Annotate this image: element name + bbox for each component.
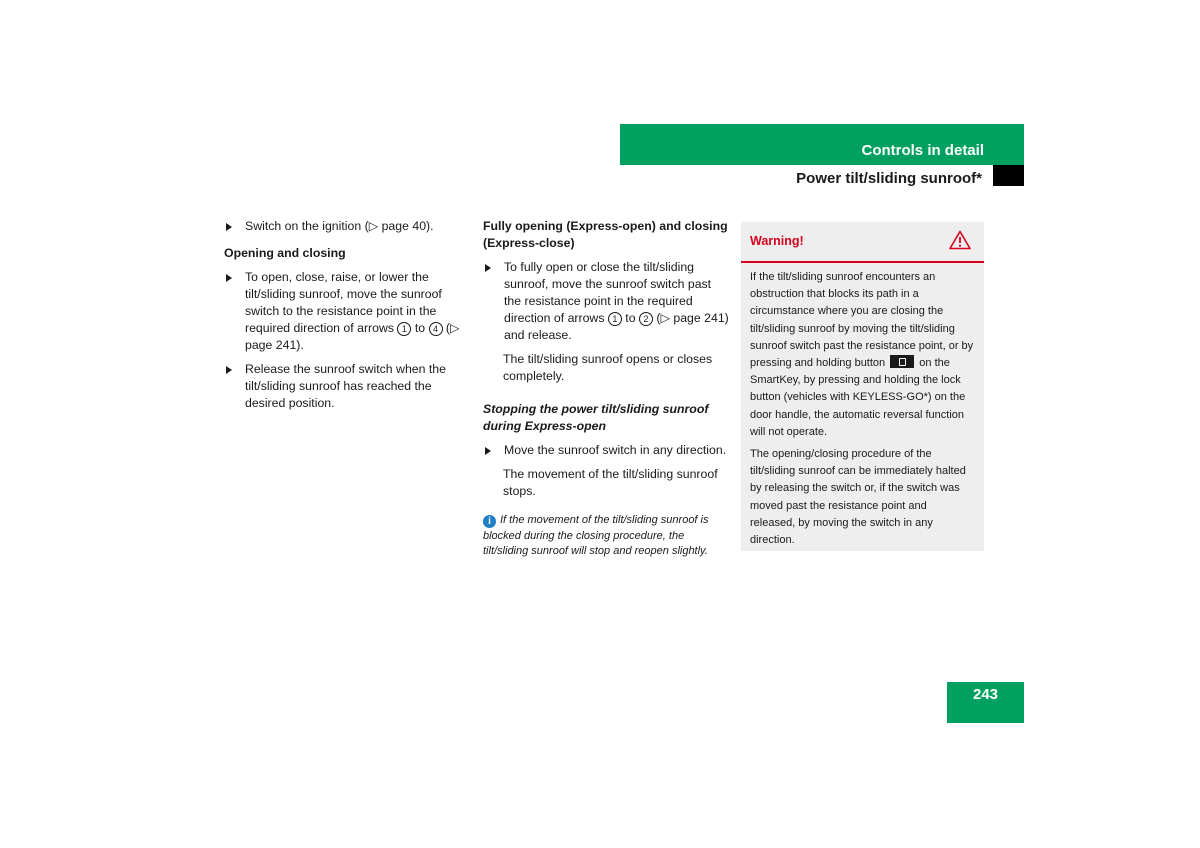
warning-box <box>741 222 984 551</box>
warning-paragraph <box>750 269 975 441</box>
warning-triangle-icon <box>949 230 971 250</box>
warning-header <box>741 222 984 263</box>
step-text: to <box>411 321 429 335</box>
step-text: Switch on the ignition (▷ page 40). <box>245 219 434 233</box>
page-reference: (▷ page 241) and release. <box>504 311 729 342</box>
warning-text: If the tilt/sliding sunroof encounters an obstruction that blocks its path in a circumstance where you are closing the tilt/sliding sunroof by moving the tilt/sliding sunroof switch past the resistance point, or by pressing and holding button <box>750 271 974 370</box>
instruction-step <box>224 269 470 354</box>
column-left <box>224 218 470 419</box>
step-text: Release the sunroof switch when the tilt/sliding sunroof has reached the desired position. <box>245 362 446 410</box>
arrow-number-badge: 1 <box>397 322 411 336</box>
warning-label: Warning! <box>750 234 804 248</box>
instruction-step <box>224 218 470 235</box>
bullet-arrow-icon <box>226 223 232 231</box>
arrow-number-badge: 2 <box>639 312 653 326</box>
bullet-arrow-icon <box>226 274 232 282</box>
bullet-arrow-icon <box>485 447 491 455</box>
bullet-arrow-icon <box>226 366 232 374</box>
step-text: to <box>621 311 639 325</box>
smartkey-unlock-button-icon <box>890 355 914 368</box>
subsection-title: Power tilt/sliding sunroof* <box>796 170 982 187</box>
page-number-box <box>947 682 1024 723</box>
section-heading: Fully opening (Express-open) and closing (Express-close) <box>483 219 728 250</box>
step-text: Move the sunroof switch in any direction. <box>504 443 727 457</box>
column-middle <box>483 218 729 560</box>
warning-text: on the SmartKey, by pressing and holding the lock button (vehicles with KEYLESS-GO*) on the door handle, the automatic reversal function will not operate. <box>750 357 966 438</box>
section-heading: Stopping the power tilt/sliding sunroof during Express-open <box>483 402 709 433</box>
arrow-number-badge: 4 <box>429 322 443 336</box>
section-heading: Opening and closing <box>224 246 346 260</box>
page-reference: (▷ page 241). <box>245 321 460 352</box>
instruction-step <box>224 361 470 412</box>
page-number: 243 <box>972 686 999 703</box>
result-text: The movement of the tilt/sliding sunroof stops. <box>503 467 718 498</box>
info-icon: i <box>483 515 496 528</box>
section-title: Controls in detail <box>861 142 984 159</box>
note-text: If the movement of the tilt/sliding sunroof is blocked during the closing procedure, the tilt/sliding sunroof will stop and reopen slightly. <box>483 514 709 557</box>
thumb-tab-marker <box>993 165 1024 186</box>
bullet-arrow-icon <box>485 264 491 272</box>
warning-body <box>741 263 984 549</box>
result-text: The tilt/sliding sunroof opens or closes completely. <box>503 352 713 383</box>
info-note <box>483 513 729 560</box>
instruction-step <box>483 259 729 344</box>
step-text: To fully open or close the tilt/sliding sunroof, move the sunroof switch past the resistance point in the required direction of arrows <box>504 260 712 325</box>
warning-paragraph: The opening/closing procedure of the tilt/sliding sunroof can be immediately halted by releasing the switch or, if the switch was moved past the resistance point and released, by moving the switch in any direction. <box>750 448 966 547</box>
step-text: To open, close, raise, or lower the tilt/sliding sunroof, move the sunroof switch to the resistance point in the required direction of arrows <box>245 270 442 335</box>
arrow-number-badge: 1 <box>608 312 622 326</box>
instruction-step <box>483 442 729 459</box>
